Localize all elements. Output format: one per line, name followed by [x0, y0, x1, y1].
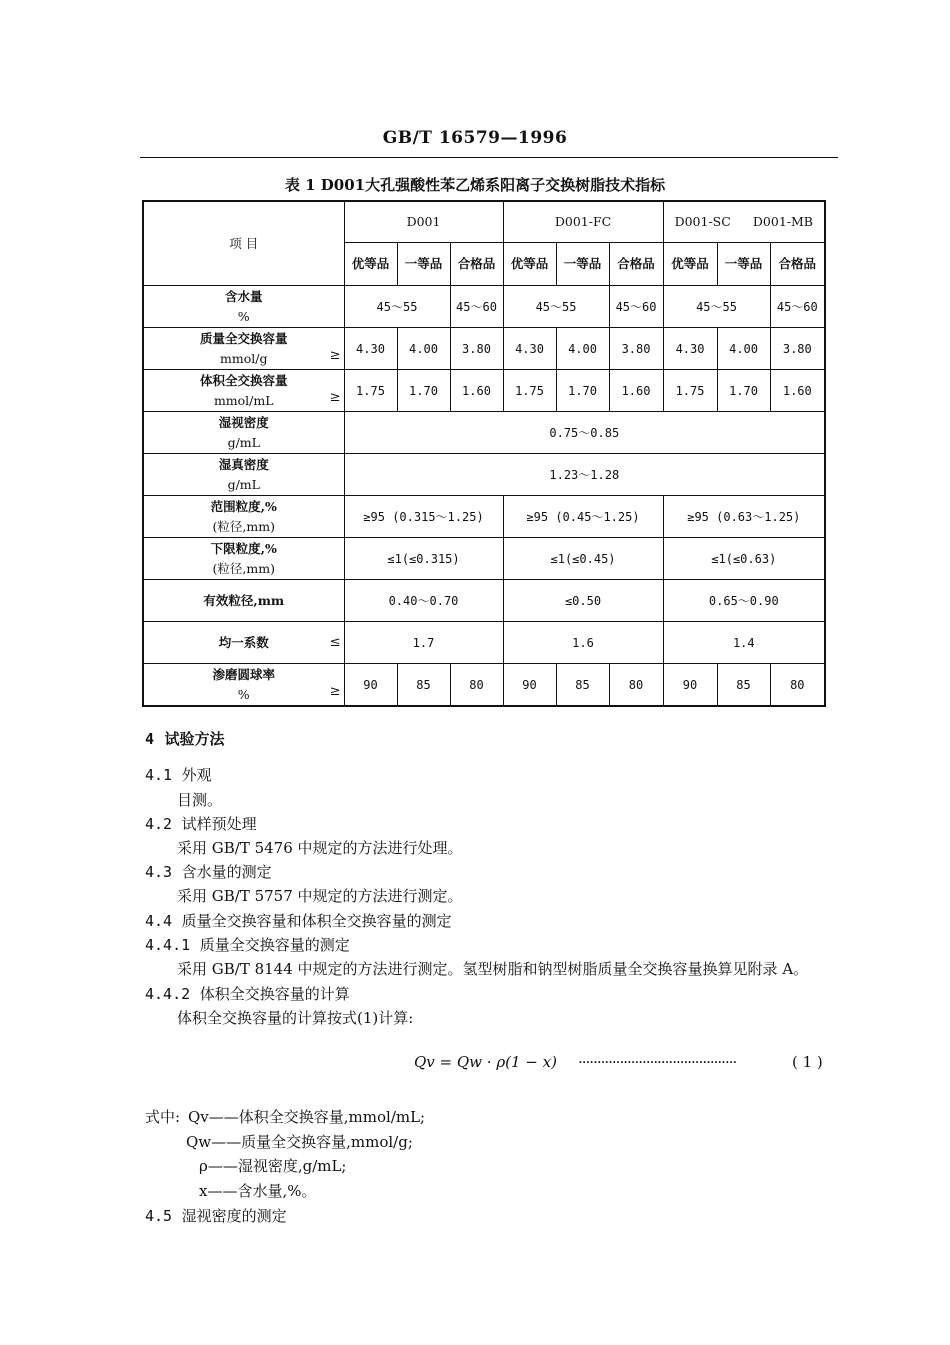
table-cell: ≥95 (0.315～1.25)	[344, 496, 503, 538]
table-cell: 0.40～0.70	[344, 580, 503, 622]
table-cell: 45～55	[344, 286, 450, 328]
formula-expression: Qv = Qw · ρ(1 − x)	[414, 1053, 557, 1071]
section-4-2-heading: 4.2 试样预处理	[145, 815, 257, 833]
formula-leader-dots: ··········································	[578, 1053, 737, 1071]
table-cell: ≥95 (0.45～1.25)	[503, 496, 663, 538]
section-4-4-2-body: 体积全交换容量的计算按式(1)计算:	[177, 1009, 414, 1027]
table-cell: ≥95 (0.63～1.25)	[663, 496, 825, 538]
table-cell: 3.80	[609, 328, 663, 370]
table-cell: 1.60	[770, 370, 825, 412]
row-label-water: 含水量 %	[143, 286, 344, 328]
table-cell: 1.75	[344, 370, 397, 412]
row-label-wet-apparent-density: 湿视密度 g/mL	[143, 412, 344, 454]
grade-cell: 合格品	[770, 243, 825, 286]
row-label-volume-capacity: 体积全交换容量 mmol/mL ≥	[143, 370, 344, 412]
section-4-4-1-body: 采用 GB/T 8144 中规定的方法进行测定。氢型树脂和钠型树脂质量全交换容量换算见附录 A。	[177, 960, 809, 978]
table-caption: 表 1 D001大孔强酸性苯乙烯系阳离子交换树脂技术指标	[284, 176, 666, 194]
table-cell: 4.30	[663, 328, 717, 370]
table-cell: 3.80	[450, 328, 503, 370]
where-line: x——含水量,%。	[199, 1182, 317, 1200]
where-line: Qv——体积全交换容量,mmol/mL;	[188, 1108, 426, 1126]
row-label-effective-size: 有效粒径,mm	[143, 580, 344, 622]
table-cell: 85	[556, 664, 609, 707]
row-label-lower-size: 下限粒度,% (粒径,mm)	[143, 538, 344, 580]
row-label-uniformity: 均一系数 ≤	[143, 622, 344, 664]
model-d001-fc: D001-FC	[503, 201, 663, 243]
table-cell: 1.75	[663, 370, 717, 412]
section-4-heading: 4 试验方法	[145, 730, 225, 748]
grade-cell: 优等品	[344, 243, 397, 286]
item-header: 项 目	[143, 201, 344, 286]
table-cell: 85	[397, 664, 450, 707]
table-cell: 45～60	[609, 286, 663, 328]
model-d001-sc-mb: D001-SC D001-MB	[663, 201, 825, 243]
table-cell: 0.75～0.85	[344, 412, 825, 454]
table-cell: 45～60	[770, 286, 825, 328]
table-cell: 4.00	[556, 328, 609, 370]
table-cell: 4.30	[503, 328, 556, 370]
grade-cell: 合格品	[609, 243, 663, 286]
table-cell: 1.4	[663, 622, 825, 664]
section-4-5-heading: 4.5 湿视密度的测定	[145, 1207, 287, 1225]
table-cell: 4.00	[397, 328, 450, 370]
section-4-4-1-heading: 4.4.1 质量全交换容量的测定	[145, 936, 350, 954]
grade-cell: 优等品	[663, 243, 717, 286]
grade-cell: 一等品	[717, 243, 770, 286]
table-cell: 80	[450, 664, 503, 707]
table-cell: 1.60	[450, 370, 503, 412]
row-label-attrition: 渗磨圆球率 % ≥	[143, 664, 344, 707]
where-line: Qw——质量全交换容量,mmol/g;	[186, 1133, 413, 1151]
where-line: ρ——湿视密度,g/mL;	[199, 1157, 347, 1175]
section-4-3-body: 采用 GB/T 5757 中规定的方法进行测定。	[177, 887, 463, 905]
table-cell: 1.60	[609, 370, 663, 412]
formula-number: ( 1 )	[792, 1053, 823, 1071]
header-rule	[140, 157, 838, 158]
grade-cell: 合格品	[450, 243, 503, 286]
where-lead: 式中:	[145, 1108, 181, 1126]
table-cell: 45～55	[663, 286, 770, 328]
section-4-1-body: 目测。	[177, 791, 223, 809]
grade-cell: 一等品	[556, 243, 609, 286]
table-cell: 90	[663, 664, 717, 707]
table-cell: 1.23～1.28	[344, 454, 825, 496]
table-cell: 4.00	[717, 328, 770, 370]
table-cell: 1.75	[503, 370, 556, 412]
model-d001: D001	[344, 201, 503, 243]
section-4-2-body: 采用 GB/T 5476 中规定的方法进行处理。	[177, 839, 463, 857]
table-cell: ≤1(≤0.315)	[344, 538, 503, 580]
table-cell: 1.70	[717, 370, 770, 412]
table-cell: 45～60	[450, 286, 503, 328]
row-label-wet-true-density: 湿真密度 g/mL	[143, 454, 344, 496]
table-cell: 90	[344, 664, 397, 707]
table-cell: 80	[770, 664, 825, 707]
table-cell: ≤1(≤0.63)	[663, 538, 825, 580]
row-label-range-size: 范围粒度,% (粒径,mm)	[143, 496, 344, 538]
table-cell: 3.80	[770, 328, 825, 370]
row-label-mass-capacity: 质量全交换容量 mmol/g ≥	[143, 328, 344, 370]
table-cell: 1.6	[503, 622, 663, 664]
grade-cell: 一等品	[397, 243, 450, 286]
table-cell: 90	[503, 664, 556, 707]
section-4-4-heading: 4.4 质量全交换容量和体积全交换容量的测定	[145, 912, 452, 930]
table-cell: ≤1(≤0.45)	[503, 538, 663, 580]
section-4-4-2-heading: 4.4.2 体积全交换容量的计算	[145, 985, 350, 1003]
table-cell: ≤0.50	[503, 580, 663, 622]
section-4-3-heading: 4.3 含水量的测定	[145, 863, 272, 881]
table-cell: 1.70	[556, 370, 609, 412]
table-cell: 85	[717, 664, 770, 707]
table-cell: 1.7	[344, 622, 503, 664]
spec-table	[142, 200, 826, 707]
standard-code: GB/T 16579—1996	[382, 128, 568, 148]
grade-cell: 优等品	[503, 243, 556, 286]
table-cell: 80	[609, 664, 663, 707]
table-cell: 4.30	[344, 328, 397, 370]
table-cell: 0.65～0.90	[663, 580, 825, 622]
table-cell: 1.70	[397, 370, 450, 412]
table-cell: 45～55	[503, 286, 609, 328]
section-4-1-heading: 4.1 外观	[145, 766, 212, 784]
